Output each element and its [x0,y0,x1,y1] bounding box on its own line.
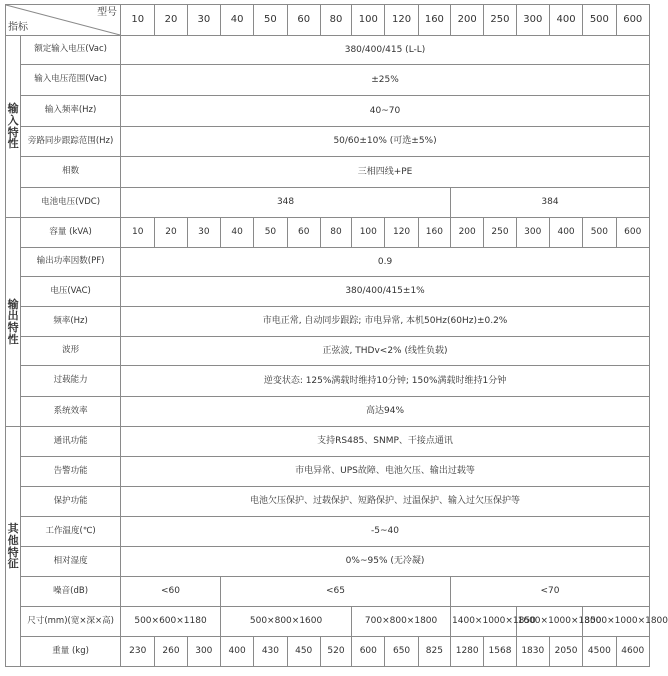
table-row [6,337,650,366]
param-value: 3000×1000×1800 [583,607,650,637]
table-row [6,577,650,607]
param-value: 1400×1000×1850 [451,607,517,637]
param-value: 50/60±10% (可选±5%) [121,127,650,157]
param-value: 500×600×1180 [121,607,221,637]
param-label: 电压(VAC) [21,277,121,307]
weight-cell: 430 [254,637,287,667]
param-label: 工作温度(℃) [21,517,121,547]
param-value: <60 [121,577,221,607]
table-row [6,127,650,157]
param-label: 输入电压范围(Vac) [21,65,121,96]
param-label: 相数 [21,157,121,188]
param-value: <65 [220,577,450,607]
spec-table [5,4,668,667]
table-row [6,65,650,96]
model-header-cell: 400 [549,5,582,36]
param-label: 尺寸(mm)(宽×深×高) [21,607,121,637]
model-header-cell: 100 [352,5,385,36]
table-row [6,188,650,218]
param-value: 支持RS485、SNMP、干接点通讯 [121,427,650,457]
model-header-cell: 10 [121,5,155,36]
table-row [6,248,650,277]
param-value: 384 [451,188,650,218]
capacity-cell: 600 [616,218,649,248]
capacity-cell: 50 [254,218,287,248]
group-label-other: 其他特征 [6,427,21,667]
param-label: 保护功能 [21,487,121,517]
weight-cell: 4600 [616,637,649,667]
capacity-cell: 300 [516,218,549,248]
param-value: 500×800×1600 [220,607,351,637]
param-value: 700×800×1800 [352,607,451,637]
param-label: 旁路同步跟踪范围(Hz) [21,127,121,157]
capacity-cell: 20 [155,218,187,248]
param-label: 容量 (kVA) [21,218,121,248]
param-label: 相对湿度 [21,547,121,577]
weight-cell: 300 [187,637,220,667]
weight-cell: 260 [155,637,187,667]
param-value: 逆变状态: 125%满载时维持10分钟; 150%满载时维持1分钟 [121,366,650,397]
param-value: 0%~95% (无冷凝) [121,547,650,577]
model-header-cell: 80 [320,5,351,36]
index-label: 指标 [8,21,28,33]
param-value: 高达94% [121,397,650,427]
param-label: 频率(Hz) [21,307,121,337]
param-label: 重量 (kg) [21,637,121,667]
param-value: -5~40 [121,517,650,547]
weight-cell: 1280 [451,637,484,667]
weight-cell: 1830 [516,637,549,667]
weight-cell: 2050 [549,637,582,667]
param-label: 输入频率(Hz) [21,96,121,127]
table-row [6,637,650,667]
param-value: 0.9 [121,248,650,277]
table-row [6,218,650,248]
param-value: 电池欠压保护、过载保护、短路保护、过温保护、输入过欠压保护等 [121,487,650,517]
param-value: 380/400/415±1% [121,277,650,307]
param-value: 348 [121,188,451,218]
group-label-output: 输出特性 [6,218,21,427]
table-row [6,607,650,637]
model-header-cell: 120 [385,5,418,36]
param-label: 噪音(dB) [21,577,121,607]
capacity-cell: 250 [484,218,516,248]
capacity-cell: 60 [287,218,320,248]
weight-cell: 450 [287,637,320,667]
model-header-cell: 60 [287,5,320,36]
param-value: <70 [451,577,650,607]
table-row [6,517,650,547]
capacity-cell: 30 [187,218,220,248]
table-row [6,547,650,577]
weight-cell: 400 [220,637,253,667]
table-row [6,427,650,457]
capacity-cell: 500 [583,218,616,248]
param-value: ±25% [121,65,650,96]
table-row [6,487,650,517]
model-header-cell: 40 [220,5,253,36]
model-header-cell: 500 [583,5,616,36]
weight-cell: 650 [385,637,418,667]
table-row [6,277,650,307]
capacity-cell: 200 [451,218,484,248]
capacity-cell: 80 [320,218,351,248]
model-label: 型号 [97,7,118,18]
param-label: 电池电压(VDC) [21,188,121,218]
weight-cell: 600 [352,637,385,667]
param-label: 告警功能 [21,457,121,487]
param-value: 40~70 [121,96,650,127]
param-value: 正弦波, THDv<2% (线性负载) [121,337,650,366]
group-label-input: 输入特性 [6,36,21,218]
table-row [6,36,650,65]
param-label: 波形 [21,337,121,366]
param-label: 输出功率因数(PF) [21,248,121,277]
weight-cell: 230 [121,637,155,667]
capacity-cell: 10 [121,218,155,248]
weight-cell: 1568 [484,637,516,667]
capacity-cell: 400 [549,218,582,248]
model-header-cell: 250 [484,5,516,36]
param-label: 系统效率 [21,397,121,427]
param-value: 1600×1000×1850 [516,607,583,637]
model-header-cell: 600 [616,5,649,36]
model-header-cell: 50 [254,5,287,36]
model-header-cell: 30 [187,5,220,36]
weight-cell: 520 [320,637,351,667]
table-row [6,96,650,127]
table-row [6,457,650,487]
param-value: 市电正常, 自动同步跟踪; 市电异常, 本机50Hz(60Hz)±0.2% [121,307,650,337]
table-row [6,366,650,397]
model-header-cell: 200 [451,5,484,36]
capacity-cell: 40 [220,218,253,248]
weight-cell: 825 [418,637,450,667]
capacity-cell: 120 [385,218,418,248]
capacity-cell: 160 [418,218,450,248]
model-header-cell: 160 [418,5,450,36]
param-value: 市电异常、UPS故障、电池欠压、输出过载等 [121,457,650,487]
param-value: 三相四线+PE [121,157,650,188]
model-header-cell: 300 [516,5,549,36]
table-row [6,397,650,427]
model-header-cell: 20 [155,5,187,36]
table-row [6,157,650,188]
table-row [6,307,650,337]
param-label: 通讯功能 [21,427,121,457]
param-label: 额定输入电压(Vac) [21,36,121,65]
capacity-cell: 100 [352,218,385,248]
param-value: 380/400/415 (L-L) [121,36,650,65]
header-corner-cell [6,5,121,36]
header-row [6,5,650,36]
param-label: 过载能力 [21,366,121,397]
weight-cell: 4500 [583,637,616,667]
